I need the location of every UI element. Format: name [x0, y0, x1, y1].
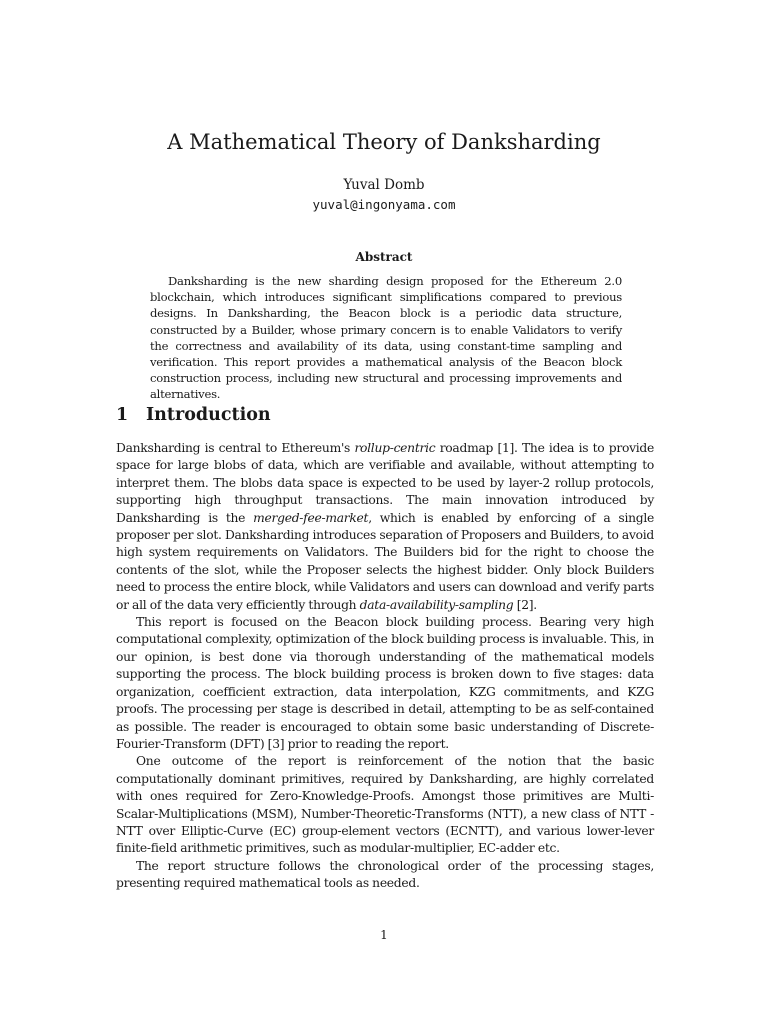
abstract-text: Danksharding is the new sharding design proposed for the Ethereum 2.0 blockchain, which introduces significant simplifications compared to previous designs. In Danksharding, the Beacon block is a periodic data structure, constructed by a Builder, whose primary concern is to enable Validators to verify the correctness and availability of its data, using constant-time sampling and verification. This report provides a mathematical analysis of the Beacon block construction process, including new structural and processing improvements and alternatives.	[150, 274, 622, 402]
paragraph-4: The report structure follows the chronological order of the processing stages, presenting required mathematical tools as needed.	[116, 858, 654, 891]
term-data-availability-sampling: data-availability-sampling	[359, 597, 514, 612]
term-merged-fee-market: merged-fee-market	[253, 510, 369, 525]
section-heading	[116, 405, 656, 425]
paragraph-1-text-b: roadmap [1]. The idea is to provide space for large blobs of data, which are verifiable and available, without attempting to interpret them. The blobs data space is expected to be used by layer-2 rollup protocols, supporting high throughput transactions. The main innovation introduced by Danksharding is the	[116, 441, 654, 525]
paragraph-1-text-a: Danksharding is central to Ethereum's	[116, 441, 355, 455]
section-body	[116, 440, 654, 893]
paragraph-2: This report is focused on the Beacon block building process. Bearing very high computational complexity, optimization of the block building process is invaluable. This, in our opinion, is best done via thorough understanding of the mathematical models supporting the process. The block building process is broken down to five stages: data organization, coefficient extraction, data interpolation, KZG commitments, and KZG proofs. The processing per stage is described in detail, attempting to be as self-contained as possible. The reader is encouraged to obtain some basic understanding of Discrete-Fourier-Transform (DFT) [3] prior to reading the report.	[116, 615, 654, 751]
section-number: 1	[116, 405, 129, 425]
author-name: Yuval Domb	[343, 177, 425, 193]
paper-title: A Mathematical Theory of Danksharding	[167, 130, 601, 154]
paragraph-1-text-d: [2].	[513, 597, 537, 612]
section-title: Introduction	[146, 405, 271, 425]
paragraph-1	[116, 440, 654, 614]
author-email: yuval@ingonyama.com	[312, 197, 456, 212]
abstract-heading: Abstract	[355, 250, 413, 264]
term-rollup-centric: rollup-centric	[354, 441, 436, 455]
page-number: 1	[380, 928, 388, 942]
paragraph-3: One outcome of the report is reinforcement of the notion that the basic computationally dominant primitives, required by Danksharding, are highly correlated with ones required for Zero-Knowledge-Proofs. Amongst those primitives are Multi-Scalar-Multiplications (MSM), Number-Theoretic-Transforms (NTT), a new class of NTT - NTT over Elliptic-Curve (EC) group-element vectors (ECNTT), and various lower-lever finite-field arithmetic primitives, such as modular-multiplier, EC-adder etc.	[116, 754, 654, 856]
paragraph-1-text-c: , which is enabled by enforcing of a single proposer per slot. Danksharding introduces separation of Proposers and Builders, to avoid high system requirements on Validators. The Builders bid for the right to choose the contents of the slot, while the Proposer selects the highest bidder. Only block Builders need to process the entire block, while Validators and users can download and verify parts or all of the data very efficiently through	[116, 510, 654, 612]
